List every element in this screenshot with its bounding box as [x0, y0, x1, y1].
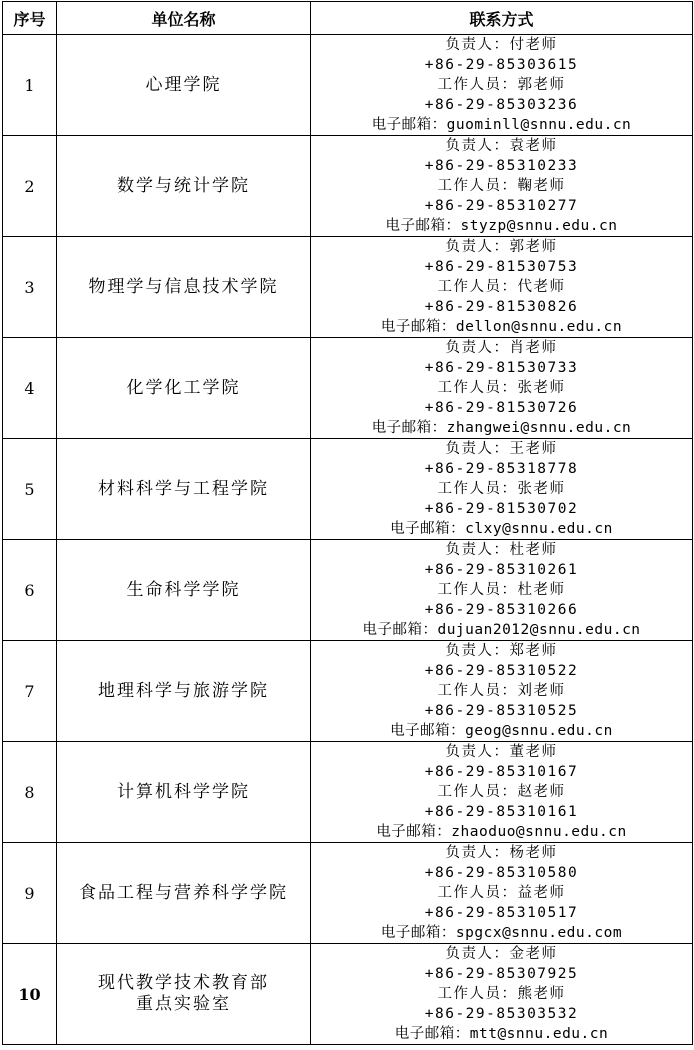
- email-address: 电子邮箱：geog@snnu.edu.cn: [390, 723, 613, 739]
- header-index: 序号: [3, 2, 57, 35]
- email-address: 电子邮箱：zhangwei@snnu.edu.cn: [371, 420, 632, 436]
- lead-phone: +86-29-85310167: [424, 764, 579, 780]
- unit-name: 材料科学与工程学院: [98, 478, 269, 499]
- unit-cell: [57, 439, 311, 540]
- row-index: 3: [3, 237, 57, 338]
- email-address: 电子邮箱：mtt@snnu.edu.cn: [394, 1026, 609, 1042]
- table-row: [3, 338, 693, 439]
- unit-name: 物理学与信息技术学院: [88, 276, 279, 297]
- contact-cell: [311, 641, 693, 742]
- email-address: 电子邮箱：spgcx@snnu.edu.com: [380, 925, 623, 941]
- unit-cell: [57, 136, 311, 237]
- staff-phone: +86-29-85310517: [424, 905, 579, 921]
- contact-cell: [311, 843, 693, 944]
- table-body: [3, 35, 693, 1045]
- contact-cell: [311, 136, 693, 237]
- lead-name: 负责人：肖老师: [445, 340, 558, 356]
- row-index: 9: [3, 843, 57, 944]
- email-address: 电子邮箱：styzp@snnu.edu.cn: [385, 218, 618, 234]
- email-address: 电子邮箱：dujuan2012@snnu.edu.cn: [362, 622, 641, 638]
- staff-name: 工作人员：张老师: [437, 380, 566, 396]
- email-address: 电子邮箱：clxy@snnu.edu.cn: [390, 521, 613, 537]
- staff-phone: +86-29-85310161: [424, 804, 579, 820]
- lead-name: 负责人：王老师: [445, 441, 558, 457]
- email-address: 电子邮箱：guominll@snnu.edu.cn: [371, 117, 632, 133]
- staff-name: 工作人员：代老师: [437, 279, 566, 295]
- staff-name: 工作人员：杜老师: [437, 582, 566, 598]
- contact-cell: [311, 35, 693, 136]
- lead-phone: +86-29-81530753: [424, 259, 579, 275]
- unit-name: 地理科学与旅游学院: [98, 680, 269, 701]
- lead-name: 负责人：郭老师: [445, 239, 558, 255]
- unit-name: 计算机科学学院: [117, 781, 250, 802]
- staff-phone: +86-29-85310266: [424, 602, 579, 618]
- header-unit-name: 单位名称: [57, 2, 311, 35]
- lead-name: 负责人：郑老师: [445, 643, 558, 659]
- unit-name: 生命科学学院: [126, 579, 241, 600]
- row-index: 4: [3, 338, 57, 439]
- staff-phone: +86-29-81530826: [424, 299, 579, 315]
- staff-phone: +86-29-85303532: [424, 1006, 579, 1022]
- unit-cell: [57, 237, 311, 338]
- email-address: 电子邮箱：zhaoduo@snnu.edu.cn: [376, 824, 627, 840]
- lead-name: 负责人：董老师: [445, 744, 558, 760]
- table-row: [3, 35, 693, 136]
- contact-cell: [311, 742, 693, 843]
- staff-name: 工作人员：郭老师: [437, 77, 566, 93]
- table-header-row: [3, 2, 693, 35]
- lead-phone: +86-29-85307925: [424, 966, 579, 982]
- unit-cell: [57, 641, 311, 742]
- contact-cell: [311, 540, 693, 641]
- staff-phone: +86-29-85303236: [424, 97, 579, 113]
- unit-cell: [57, 843, 311, 944]
- lead-phone: +86-29-85310580: [424, 865, 579, 881]
- table-row: [3, 944, 693, 1045]
- unit-name: 现代教学技术教育部: [98, 973, 269, 993]
- unit-cell: [57, 338, 311, 439]
- unit-cell: [57, 35, 311, 136]
- staff-name: 工作人员：益老师: [437, 885, 566, 901]
- lead-phone: +86-29-85310233: [424, 158, 579, 174]
- staff-name: 工作人员：熊老师: [437, 986, 566, 1002]
- row-index: 8: [3, 742, 57, 843]
- unit-cell: [57, 742, 311, 843]
- lead-phone: +86-29-85310261: [424, 562, 579, 578]
- lead-phone: +86-29-85303615: [424, 57, 579, 73]
- row-index: 10: [3, 944, 57, 1045]
- unit-name: 食品工程与营养科学学院: [79, 882, 288, 903]
- email-address: 电子邮箱：dellon@snnu.edu.cn: [380, 319, 623, 335]
- unit-name-line2: 重点实验室: [136, 994, 231, 1014]
- table-row: [3, 136, 693, 237]
- lead-name: 负责人：杜老师: [445, 542, 558, 558]
- table-row: [3, 540, 693, 641]
- lead-phone: +86-29-81530733: [424, 360, 579, 376]
- unit-name: 化学化工学院: [126, 377, 241, 398]
- unit-cell: [57, 944, 311, 1045]
- table-row: [3, 237, 693, 338]
- header-contact: 联系方式: [311, 2, 693, 35]
- contact-cell: [311, 944, 693, 1045]
- lead-name: 负责人：付老师: [445, 37, 558, 53]
- lead-name: 负责人：杨老师: [445, 845, 558, 861]
- unit-cell: [57, 540, 311, 641]
- unit-name: 数学与统计学院: [117, 175, 250, 196]
- contact-cell: [311, 237, 693, 338]
- staff-name: 工作人员：赵老师: [437, 784, 566, 800]
- row-index: 1: [3, 35, 57, 136]
- contacts-table: [2, 1, 693, 1045]
- table-row: [3, 641, 693, 742]
- row-index: 2: [3, 136, 57, 237]
- row-index: 5: [3, 439, 57, 540]
- contact-cell: [311, 338, 693, 439]
- unit-name: 心理学院: [145, 74, 222, 95]
- staff-phone: +86-29-81530726: [424, 400, 579, 416]
- table-row: [3, 843, 693, 944]
- staff-phone: +86-29-81530702: [424, 501, 579, 517]
- staff-phone: +86-29-85310525: [424, 703, 579, 719]
- contact-cell: [311, 439, 693, 540]
- staff-name: 工作人员：鞠老师: [437, 178, 566, 194]
- lead-phone: +86-29-85318778: [424, 461, 579, 477]
- lead-name: 负责人：金老师: [445, 946, 558, 962]
- table-row: [3, 742, 693, 843]
- staff-phone: +86-29-85310277: [424, 198, 579, 214]
- row-index: 7: [3, 641, 57, 742]
- table-row: [3, 439, 693, 540]
- lead-name: 负责人：袁老师: [445, 138, 558, 154]
- staff-name: 工作人员：张老师: [437, 481, 566, 497]
- row-index: 6: [3, 540, 57, 641]
- lead-phone: +86-29-85310522: [424, 663, 579, 679]
- staff-name: 工作人员：刘老师: [437, 683, 566, 699]
